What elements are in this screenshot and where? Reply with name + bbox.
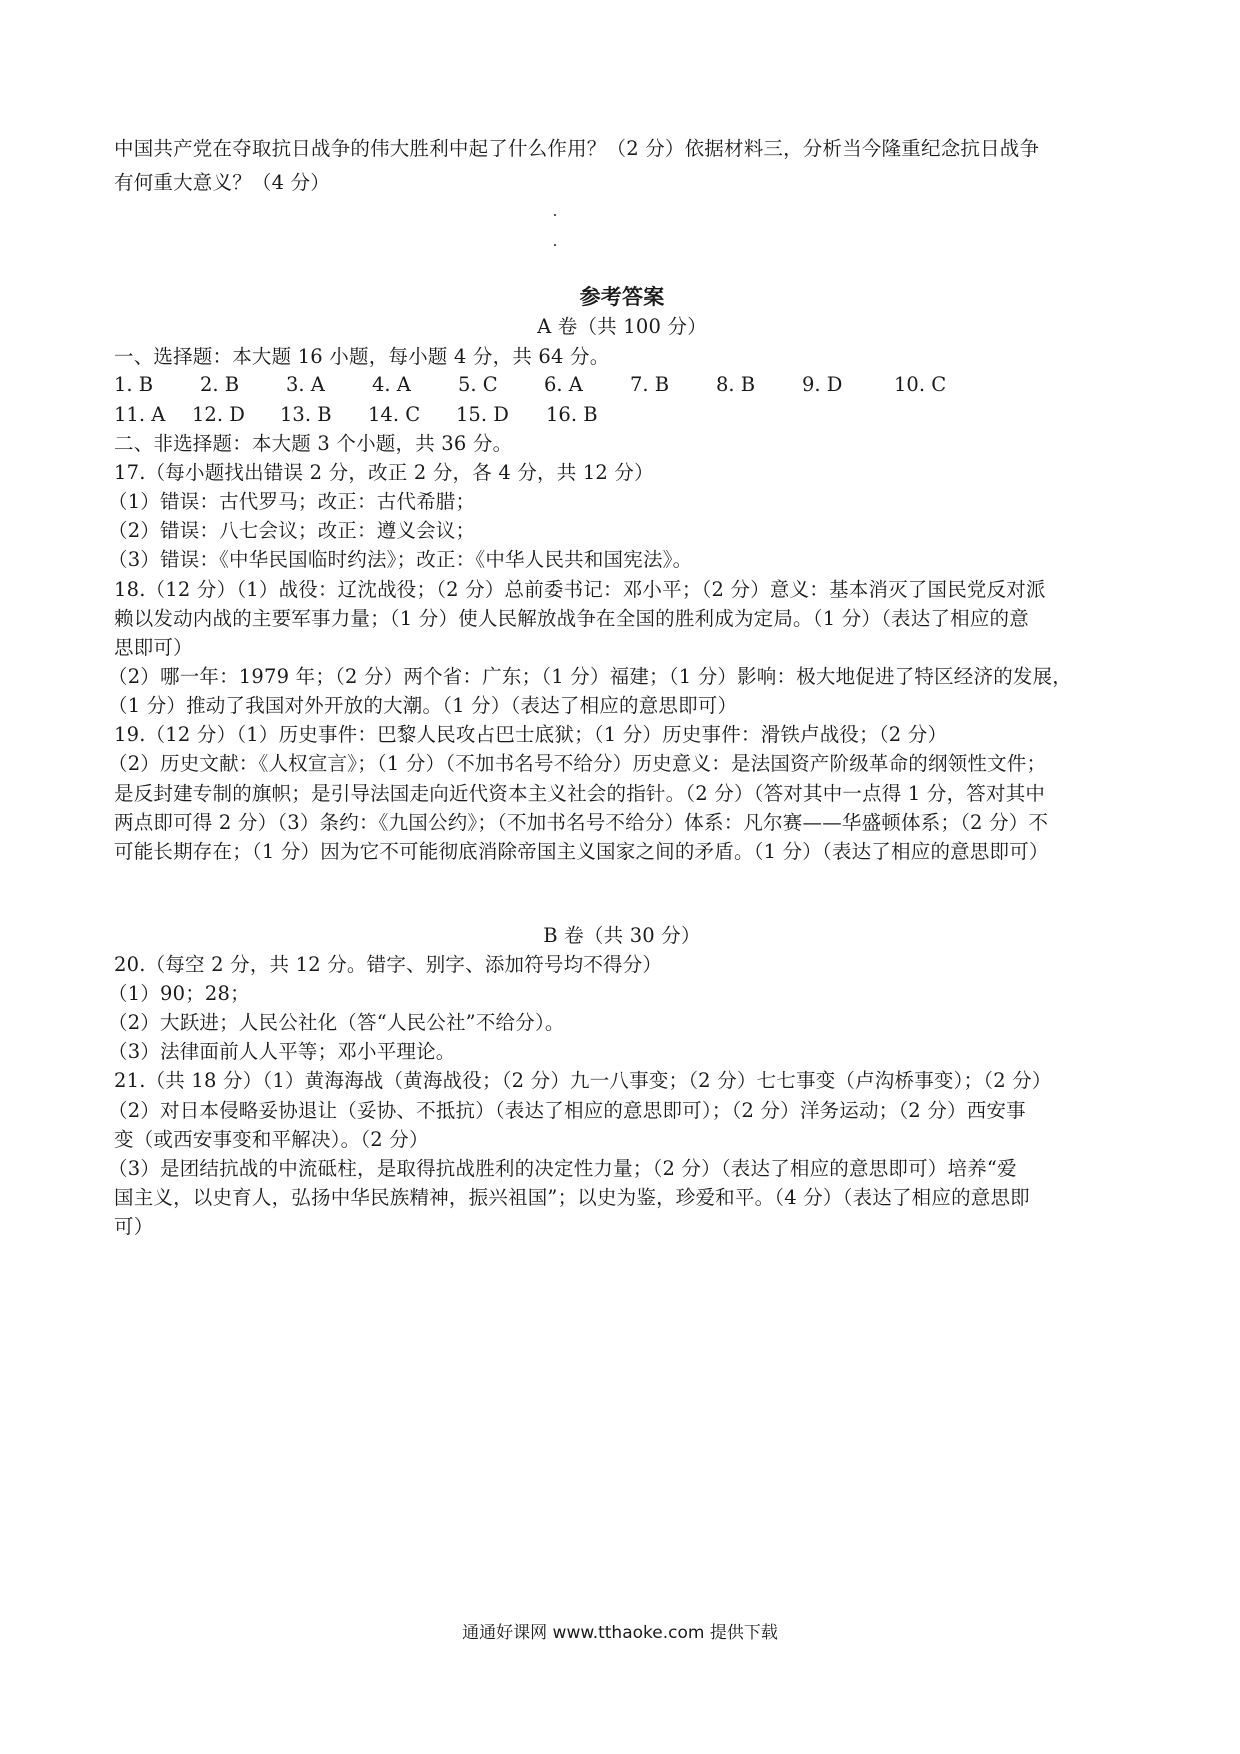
mcq-answer: 5. C bbox=[458, 373, 498, 396]
mcq-answer: 7. B bbox=[630, 373, 670, 396]
mcq-answer: 6. A bbox=[544, 373, 583, 396]
answer-line: （1 分）推动了我国对外开放的大潮。（1 分）（表达了相应的意思即可） bbox=[108, 694, 738, 717]
part1-heading: 一、选择题：本大题 16 小题，每小题 4 分，共 64 分。 bbox=[114, 345, 610, 368]
answer-line: （1）90；28； bbox=[108, 982, 250, 1005]
answer-line: 可） bbox=[114, 1215, 154, 1238]
mcq-answer: 1. B bbox=[114, 373, 154, 396]
answer-line: 国主义，以史育人，弘扬中华民族精神，振兴祖国”；以史为鉴，珍爱和平。（4 分）（表达了相应的意思即 bbox=[114, 1186, 1030, 1209]
question-line: 中国共产党在夺取抗日战争的伟大胜利中起了什么作用？（2 分）依据材料三，分析当今隆重纪念抗日战争 bbox=[114, 137, 1040, 160]
mcq-answer: 13. B bbox=[280, 403, 332, 426]
mcq-answer: 16. B bbox=[546, 403, 598, 426]
mcq-answer: 10. C bbox=[894, 373, 947, 396]
answer-line: 思即可） bbox=[114, 636, 193, 659]
answer-line: 20.（每空 2 分，共 12 分。错字、别字、添加符号均不得分） bbox=[114, 953, 663, 976]
scan-dot bbox=[554, 214, 556, 216]
answer-line: 赖以发动内战的主要军事力量；（1 分）使人民解放战争在全国的胜利成为定局。（1 分）（表达了相应的意 bbox=[114, 607, 1029, 630]
answer-line: 两点即可得 2 分）（3）条约：《九国公约》；（不加书名号不给分）体系：凡尔赛——华盛顿体系；（2 分）不 bbox=[114, 811, 1049, 834]
answer-line: （1）错误：古代罗马；改正：古代希腊； bbox=[108, 490, 476, 513]
answer-line: 是反封建专制的旗帜；是引导法国走向近代资本主义社会的指针。（2 分）（答对其中一点得 1 分，答对其中 bbox=[114, 782, 1046, 805]
scan-dot bbox=[554, 244, 556, 246]
mcq-answer: 8. B bbox=[716, 373, 756, 396]
footer-credit: 通通好课网 www.tthaoke.com 提供下载 bbox=[462, 1623, 778, 1643]
answer-line: （2）哪一年：1979 年；（2 分）两个省：广东；（1 分）福建；（1 分）影响：极大地促进了特区经济的发展， bbox=[108, 665, 1072, 688]
question-line: 有何重大意义？（4 分） bbox=[114, 171, 331, 194]
mcq-answer: 3. A bbox=[286, 373, 325, 396]
part2-heading: 二、非选择题：本大题 3 个小题，共 36 分。 bbox=[114, 432, 513, 455]
answer-line: 变（或西安事变和平解决）。（2 分） bbox=[114, 1128, 429, 1151]
answer-line: 18.（12 分）（1）战役：辽沈战役；（2 分）总前委书记：邓小平；（2 分）意义：基本消灭了国民党反对派 bbox=[114, 578, 1046, 601]
mcq-answer: 4. A bbox=[372, 373, 411, 396]
answer-line: 21.（共 18 分）（1）黄海海战（黄海战役；（2 分）九一八事变；（2 分）七七事变（卢沟桥事变）；（2 分） bbox=[114, 1069, 1052, 1092]
answer-line: （2）对日本侵略妥协退让（妥协、不抵抗）（表达了相应的意思即可）；（2 分）洋务运动；（2 分）西安事 bbox=[108, 1099, 1026, 1122]
section-b-title: B 卷（共 30 分） bbox=[543, 924, 701, 947]
mcq-answer: 15. D bbox=[456, 403, 509, 426]
answer-line: （2）错误：八七会议；改正：遵义会议； bbox=[108, 519, 476, 542]
mcq-answer: 14. C bbox=[368, 403, 421, 426]
mcq-answer: 12. D bbox=[192, 403, 245, 426]
answer-line: （3）错误：《中华民国临时约法》；改正：《中华人民共和国宪法》。 bbox=[108, 548, 693, 571]
answer-line: （3）是团结抗战的中流砥柱，是取得抗战胜利的决定性力量；（2 分）（表达了相应的意思即可）培养“爱 bbox=[108, 1157, 1017, 1180]
mcq-answer: 9. D bbox=[802, 373, 843, 396]
answer-title: 参考答案 bbox=[579, 284, 665, 309]
answer-line: 17.（每小题找出错误 2 分，改正 2 分，各 4 分，共 12 分） bbox=[114, 461, 654, 484]
answer-line: （3）法律面前人人平等；邓小平理论。 bbox=[108, 1040, 456, 1063]
mcq-answer: 11. A bbox=[114, 403, 166, 426]
answer-line: （2）大跃进；人民公社化（答“人民公社”不给分）。 bbox=[108, 1011, 565, 1034]
answer-line: 可能长期存在；（1 分）因为它不可能彻底消除帝国主义国家之间的矛盾。（1 分）（表达了相应的意思即可） bbox=[114, 840, 1049, 863]
answer-line: （2）历史文献：《人权宣言》；（1 分）（不加书名号不给分）历史意义：是法国资产阶级革命的纲领性文件； bbox=[108, 752, 1047, 775]
section-a-title: A 卷（共 100 分） bbox=[537, 315, 707, 338]
answer-line: 19.（12 分）（1）历史事件：巴黎人民攻占巴士底狱；（1 分）历史事件：滑铁卢战役；（2 分） bbox=[114, 723, 948, 746]
mcq-answer: 2. B bbox=[200, 373, 240, 396]
